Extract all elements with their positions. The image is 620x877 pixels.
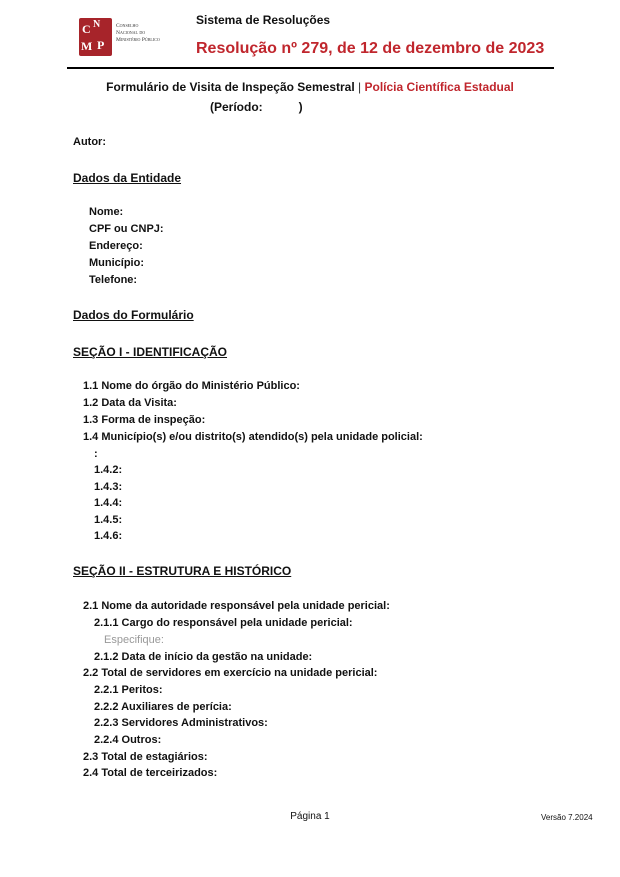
item-1-4-2: 1.4.2: (94, 464, 123, 476)
item-2-1: 2.1 Nome da autoridade responsável pela unidade pericial: (83, 600, 390, 612)
form-data-heading: Dados do Formulário (73, 308, 194, 322)
header-divider (67, 67, 554, 69)
logo-mark: C N M P (79, 18, 112, 56)
item-2-4: 2.4 Total de terceirizados: (83, 767, 218, 779)
item-2-1-1: 2.1.1 Cargo do responsável pela unidade pericial: (94, 617, 353, 629)
resolution-title: Resolução nº 279, de 12 de dezembro de 2023 (196, 40, 545, 57)
item-1-4-3: 1.4.3: (94, 481, 123, 493)
item-1-1: 1.1 Nome do órgão do Ministério Público: (83, 380, 300, 392)
item-1-4-5: 1.4.5: (94, 514, 123, 526)
item-2-1-2: 2.1.2 Data de início da gestão na unidade: (94, 651, 313, 663)
item-1-3: 1.3 Forma de inspeção: (83, 414, 206, 426)
item-1-4-6: 1.4.6: (94, 530, 123, 542)
item-2-2: 2.2 Total de servidores em exercício na unidade pericial: (83, 667, 378, 679)
entity-field-name: Nome: (89, 206, 124, 218)
entity-field-phone: Telefone: (89, 274, 138, 286)
section2-heading: SEÇÃO II - ESTRUTURA E HISTÓRICO (73, 564, 292, 578)
item-1-2: 1.2 Data da Visita: (83, 397, 177, 409)
organ-name: Polícia Científica Estadual (364, 80, 514, 94)
cnmp-logo (79, 18, 171, 58)
specify-field: Especifique: (104, 634, 164, 646)
version-label: Versão 7.2024 (541, 813, 593, 822)
item-2-2-1: 2.2.1 Peritos: (94, 684, 163, 696)
item-2-2-4: 2.2.4 Outros: (94, 734, 162, 746)
system-title: Sistema de Resoluções (196, 13, 331, 27)
author-label: Autor: (73, 136, 106, 148)
item-1-4-1: : (94, 448, 98, 460)
form-title: Formulário de Visita de Inspeção Semestral | Polícia Científica Estadual (106, 80, 514, 94)
item-1-4-4: 1.4.4: (94, 497, 123, 509)
section1-heading: SEÇÃO I - IDENTIFICAÇÃO (73, 345, 228, 359)
item-1-4: 1.4 Município(s) e/ou distrito(s) atendido(s) pela unidade policial: (83, 431, 423, 443)
entity-field-municipality: Município: (89, 257, 144, 269)
logo-text: Conselho Nacional do Ministério Público (116, 23, 160, 43)
item-2-2-3: 2.2.3 Servidores Administrativos: (94, 717, 268, 729)
entity-field-address: Endereço: (89, 240, 143, 252)
page-number: Página 1 (290, 811, 330, 822)
item-2-2-2: 2.2.2 Auxiliares de perícia: (94, 701, 232, 713)
entity-heading: Dados da Entidade (73, 171, 182, 185)
period-field: (Período: ) (210, 100, 303, 114)
entity-field-cpf-cnpj: CPF ou CNPJ: (89, 223, 164, 235)
item-2-3: 2.3 Total de estagiários: (83, 751, 208, 763)
